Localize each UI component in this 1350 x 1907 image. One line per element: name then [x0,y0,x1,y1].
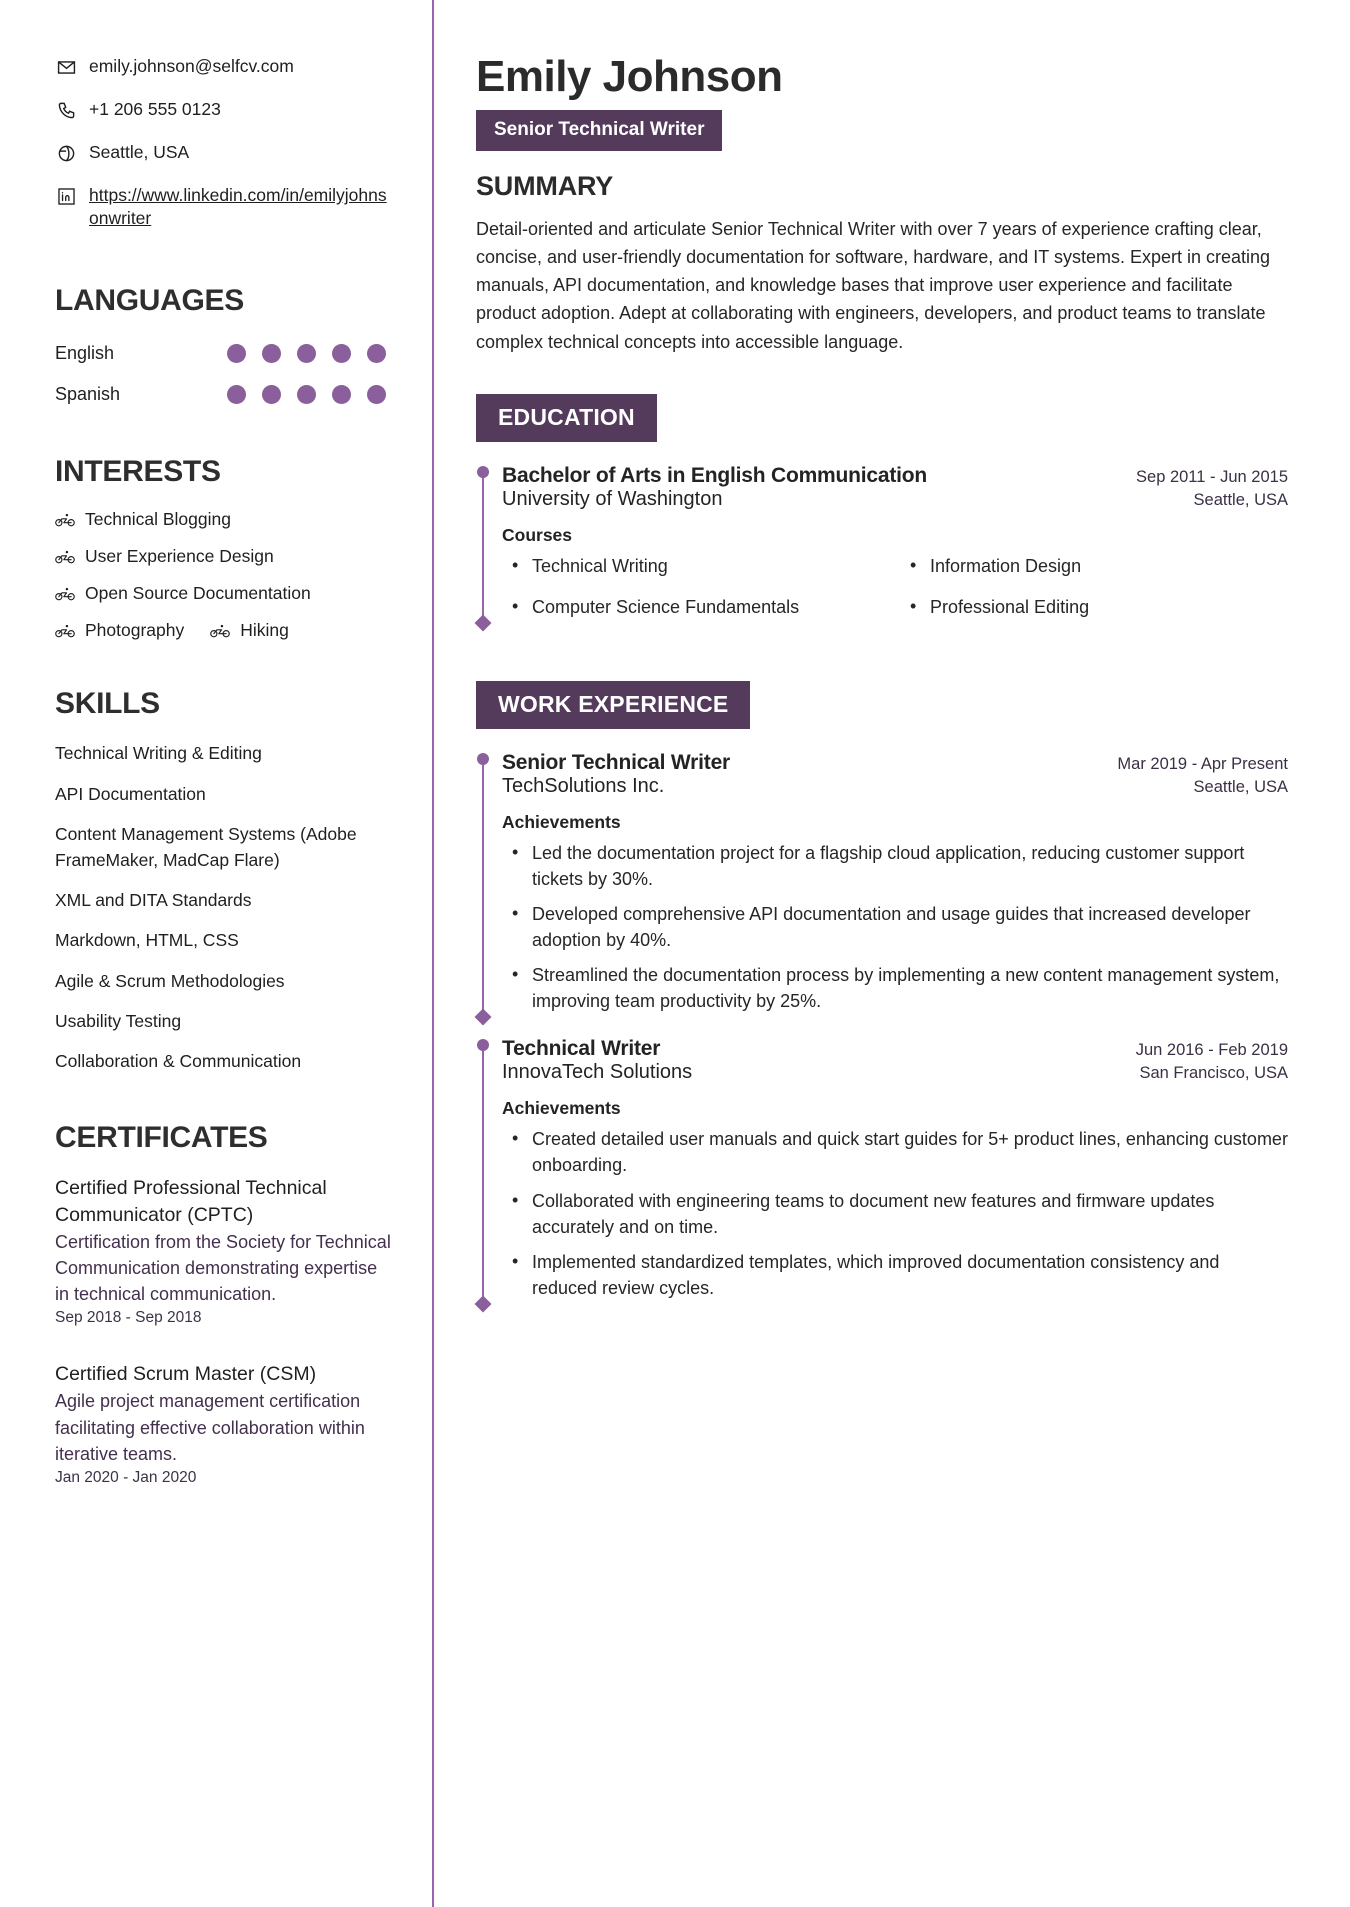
contact-email-text: emily.johnson@selfcv.com [89,56,294,76]
work-entry [476,751,1288,1024]
interest-label: Technical Blogging [85,509,231,530]
contact-item-email [55,55,392,78]
certificates-section [55,1121,392,1487]
skill-item: Markdown, HTML, CSS [55,930,239,951]
bicycle-icon [55,624,77,638]
achievement-item: • Implemented standardized templates, which improved documentation consistency and reduced review cycles. [502,1249,1288,1301]
certificate-description: Certification from the Society for Technical Communication demonstrating expertise in technical communication. [55,1231,391,1305]
degree-title: Bachelor of Arts in English Communication [502,463,928,487]
work-title-row [502,1037,1288,1061]
bicycle-icon [210,624,232,638]
column-divider [432,0,434,1907]
level-dot [227,344,246,363]
education-title-row [502,464,1288,488]
company-name: TechSolutions Inc. [502,774,665,797]
certificate-description: Agile project management certification facilitating effective collaboration within iterative teams. [55,1391,365,1464]
interest-item [55,583,311,604]
language-level-dots [227,385,392,404]
work-entry [476,1037,1288,1310]
interest-row [55,509,392,530]
education-school-row [502,488,1288,511]
work-company-row [502,775,1288,798]
skill-item: Content Management Systems (Adobe FrameMaker, MadCap Flare) [55,824,357,870]
contact-item-linkedin[interactable] [55,184,392,230]
timeline-marker [476,1037,502,1310]
page-title: Emily Johnson [476,52,783,101]
courses-label: Courses [502,524,573,545]
course-item: • Technical Writing [502,553,890,579]
globe-icon [55,142,77,164]
interest-item [55,620,184,641]
contact-linkedin-link[interactable]: https://www.linkedin.com/in/emilyjohnsonwriter [89,185,387,229]
courses-list [502,553,1288,629]
linkedin-icon [55,185,77,207]
work-experience-heading: WORK EXPERIENCE [476,681,750,729]
level-dot [297,385,316,404]
timeline-line [482,758,484,1017]
language-row-english [55,338,392,368]
achievements-list [502,1126,1288,1301]
skill-item: Usability Testing [55,1011,182,1032]
certificate-name: Certified Scrum Master (CSM) [55,1363,317,1386]
interest-row [55,620,392,641]
achievements-label: Achievements [502,1098,621,1119]
work-entry-body [502,1037,1288,1310]
skill-item: API Documentation [55,783,206,804]
achievement-item: • Created detailed user manuals and quick start guides for 5+ product lines, enhancing customer onboarding. [502,1126,1288,1178]
achievement-item: • Led the documentation project for a flagship cloud application, reducing customer support tickets by 30%. [502,840,1288,892]
interest-label: Photography [85,620,185,641]
job-title: Senior Technical Writer [502,750,731,774]
phone-icon [55,99,77,121]
achievement-item: • Collaborated with engineering teams to document new features and firmware updates accurately and on time. [502,1188,1288,1240]
level-dot [262,385,281,404]
main-content [432,0,1350,1907]
language-level-dots [227,344,392,363]
interest-item [210,620,289,641]
languages-section [55,284,392,409]
bicycle-icon [55,513,77,527]
education-location: Seattle, USA [1193,490,1288,509]
course-item: • Professional Editing [900,594,1288,620]
contact-list [55,55,392,230]
work-date: Jun 2016 - Feb 2019 [1135,1041,1288,1060]
language-row-spanish [55,379,392,409]
education-heading: EDUCATION [476,394,657,442]
work-location: Seattle, USA [1193,777,1288,796]
contact-location-text: Seattle, USA [89,142,190,163]
achievement-item: • Developed comprehensive API documentation and usage guides that increased developer adoption by 40%. [502,901,1288,953]
languages-heading: LANGUAGES [55,284,244,318]
interests-section [55,455,392,641]
envelope-icon [55,56,77,78]
level-dot [227,385,246,404]
work-experience-section [476,643,1288,1310]
school-name: University of Washington [502,487,723,510]
skill-item: XML and DITA Standards [55,889,252,910]
work-company-row [502,1061,1288,1084]
timeline-dot-icon [477,753,489,765]
work-location: San Francisco, USA [1139,1064,1288,1083]
skills-section [55,687,392,1074]
education-entry-body [502,464,1288,629]
work-date: Mar 2019 - Apr Present [1117,754,1288,773]
education-section [476,356,1288,629]
interest-label: User Experience Design [85,546,274,567]
timeline-diamond-icon [475,614,492,631]
timeline-diamond-icon [475,1295,492,1312]
certificate-item [55,1175,392,1328]
course-item: • Computer Science Fundamentals [502,594,890,620]
contact-item-phone [55,98,392,121]
level-dot [297,344,316,363]
achievements-label: Achievements [502,811,621,832]
course-item: • Information Design [900,553,1288,579]
achievement-item: • Streamlined the documentation process by implementing a new content management system, improving team productivity by 25%. [502,962,1288,1014]
interest-row [55,583,392,604]
company-name: InnovaTech Solutions [502,1061,693,1084]
skill-item: Agile & Scrum Methodologies [55,970,285,991]
certificate-name: Certified Professional Technical Communicator (CPTC) [55,1176,327,1226]
timeline-line [482,1044,484,1303]
interests-heading: INTERESTS [55,455,221,489]
interest-label: Hiking [240,620,289,641]
education-date: Sep 2011 - Jun 2015 [1136,467,1288,486]
work-title-row [502,751,1288,775]
level-dot [367,385,386,404]
contact-item-location [55,141,392,164]
bicycle-icon [55,587,77,601]
timeline-dot-icon [477,1039,489,1051]
interest-item [55,509,231,530]
sidebar [0,0,432,1907]
summary-section [476,171,1288,355]
skill-item: Technical Writing & Editing [55,743,262,764]
level-dot [367,344,386,363]
role-badge: Senior Technical Writer [476,110,722,151]
timeline-dot-icon [477,466,489,478]
language-name: Spanish [55,383,121,404]
job-title: Technical Writer [502,1037,661,1061]
timeline-marker [476,751,502,1024]
level-dot [332,344,351,363]
bicycle-icon [55,550,77,564]
interest-label: Open Source Documentation [85,583,311,604]
certificate-date: Sep 2018 - Sep 2018 [55,1309,202,1327]
summary-heading: SUMMARY [476,171,614,202]
level-dot [332,385,351,404]
timeline-line [482,471,484,622]
interest-item [55,546,274,567]
timeline-diamond-icon [475,1009,492,1026]
certificate-item [55,1361,392,1487]
language-name: English [55,342,115,363]
skill-item: Collaboration & Communication [55,1051,302,1072]
achievements-list [502,840,1288,1015]
certificate-date: Jan 2020 - Jan 2020 [55,1469,197,1487]
education-entry [476,464,1288,629]
skills-heading: SKILLS [55,687,160,721]
contact-phone-text: +1 206 555 0123 [89,99,221,120]
certificates-heading: CERTIFICATES [55,1120,268,1154]
timeline-marker [476,464,502,629]
interest-row [55,546,392,567]
summary-text: Detail-oriented and articulate Senior Technical Writer with over 7 years of experience crafting clear, concise, and user-friendly documentation for software, hardware, and IT systems. Expert in creating manuals, API documentation, and knowledge bases that improve user experience and facilitate product adoption. Adept at collaborating with engineers, developers, and product teams to translate complex technical concepts into accessible language. [476,219,1271,352]
level-dot [262,344,281,363]
work-entry-body [502,751,1288,1024]
